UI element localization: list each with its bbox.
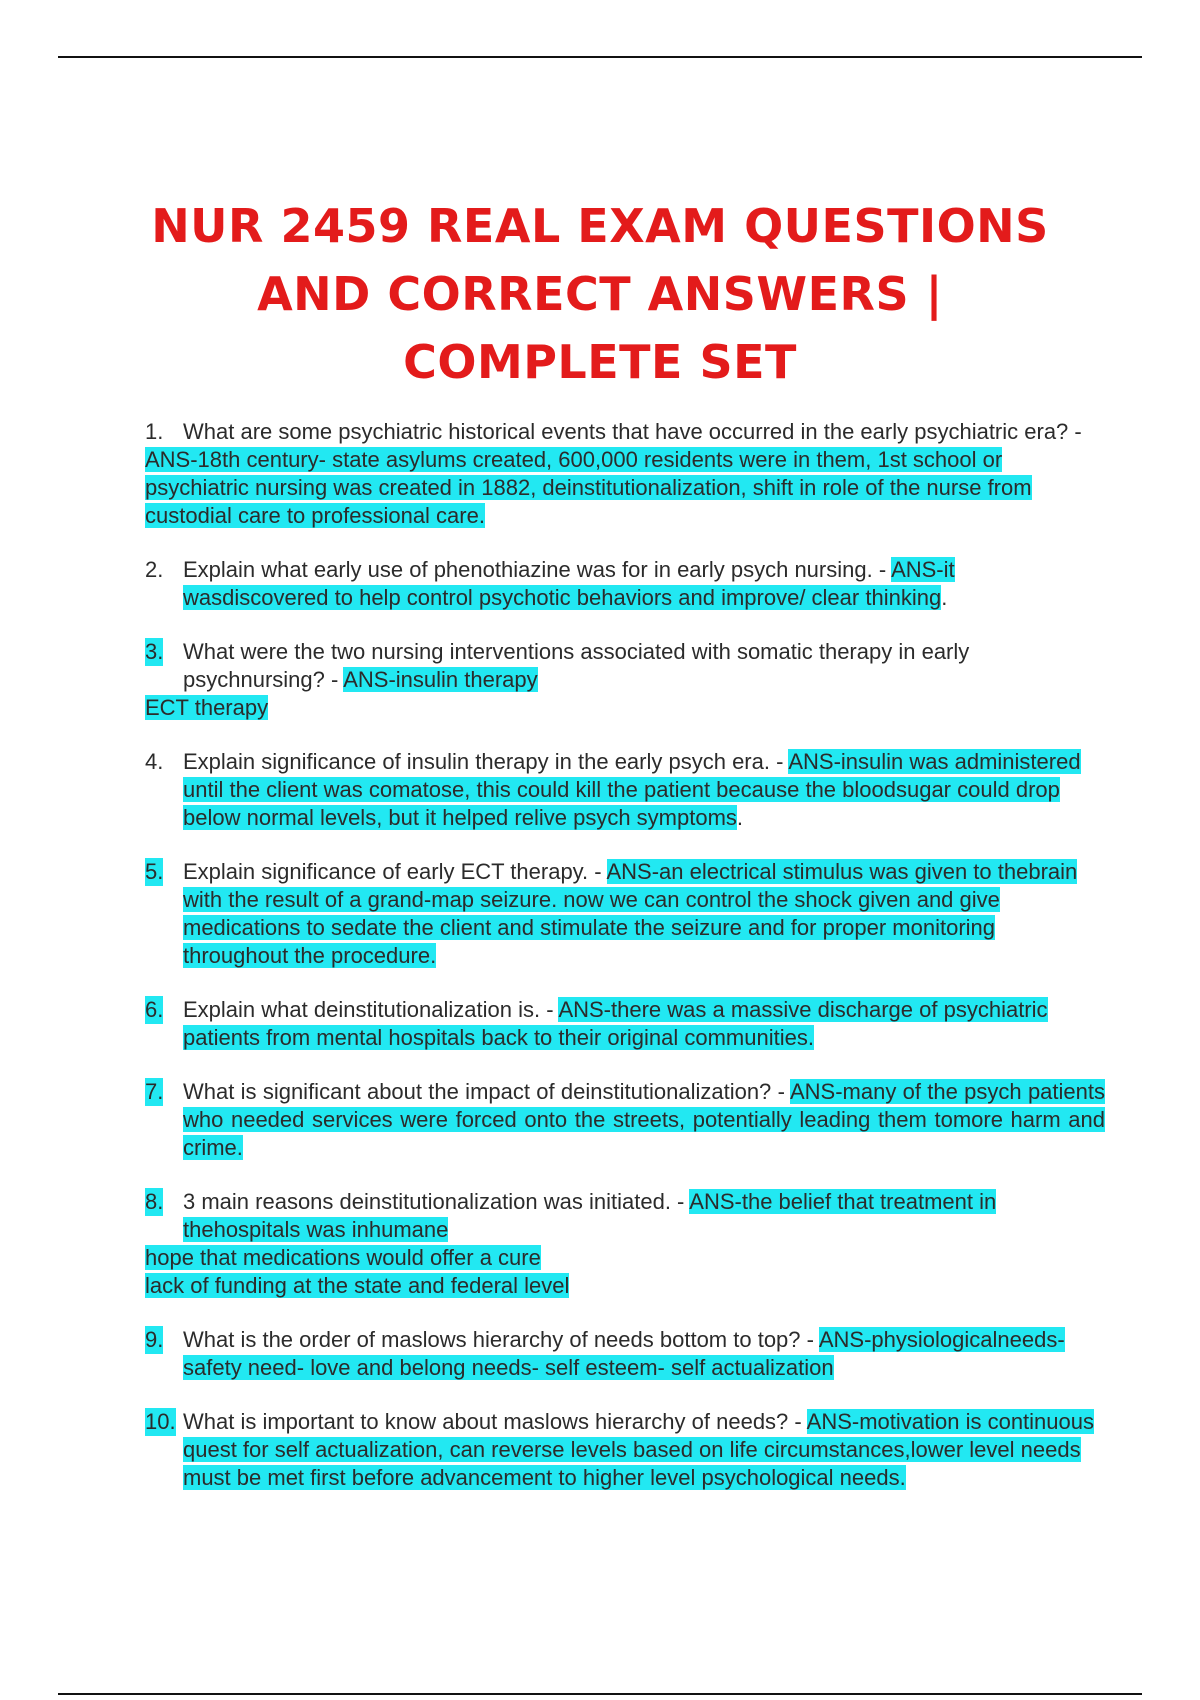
question-item-6 (145, 996, 1105, 1052)
document-title (100, 192, 1100, 396)
answer-text: ANS-an electrical stimulus was given to thebrain with the result of a grand-map seizure. now we can control the shock given and give medications to sedate the client and stimulate the seizure and for proper monitoring throughout the procedure. (183, 859, 1078, 968)
question-number: 6. (145, 997, 164, 1022)
question-item-4: 4. Explain significance of insulin therapy in the early psych era. - ANS-insulin was administered until the client was comatose, this could kill the patient because the bloodsugar could drop below normal levels, but it helped relive psych symptoms. (145, 749, 1081, 830)
question-item-7 (145, 1078, 1105, 1162)
question-number: 5. (145, 859, 164, 884)
title-line-2: AND CORRECT ANSWERS | (257, 267, 943, 321)
question-item-9 (145, 1326, 1105, 1382)
question-text: 3 main reasons deinstitutionalization was initiated. - (183, 1189, 690, 1214)
question-number: 7. (145, 1079, 164, 1104)
question-item-1 (145, 418, 1105, 530)
question-number: 2. (145, 557, 164, 582)
answer-extra-line: ECT therapy (145, 695, 269, 720)
question-text: Explain significance of insulin therapy in the early psych era. - (183, 749, 789, 774)
question-text: What is important to know about maslows hierarchy of needs? - (183, 1409, 807, 1434)
answer-text: ANS-the belief that treatment in thehospitals was inhumane (183, 1189, 997, 1242)
question-number: 1. (145, 419, 164, 444)
bottom-rule (58, 1693, 1142, 1695)
answer-extra-line: hope that medications would offer a cure (145, 1245, 541, 1270)
question-text: Explain what early use of phenothiazine was for in early psych nursing. - (183, 557, 892, 582)
answer-text: ANS-18th century- state asylums created, 600,000 residents were in them, 1st school or psychiatric nursing was created in 1882, deinstitutionalization, shift in role of the nurse from custodial care to professional care. (145, 447, 1032, 528)
question-text: Explain significance of early ECT therapy. - (183, 859, 607, 884)
question-item-8 (145, 1188, 1105, 1300)
question-text: What were the two nursing interventions associated with somatic therapy in early psychnursing? - (183, 639, 970, 692)
question-item-10 (145, 1408, 1105, 1492)
question-text: What are some psychiatric historical events that have occurred in the early psychiatric era? - (183, 419, 1082, 444)
answer-text: ANS-insulin therapy (343, 667, 538, 692)
title-line-3: COMPLETE SET (403, 335, 797, 389)
question-number: 4. (145, 749, 164, 774)
question-item-5 (145, 858, 1105, 970)
answer-extra-line: lack of funding at the state and federal level (145, 1273, 570, 1298)
title-line-1: NUR 2459 REAL EXAM QUESTIONS (151, 199, 1049, 253)
question-list (145, 418, 1105, 1518)
top-rule (58, 56, 1142, 58)
answer-text: ANS-many of the psych patients who needed services were forced onto the streets, potentially leading them tomore harm and crime. (183, 1079, 1105, 1160)
question-text: What is significant about the impact of deinstitutionalization? - (183, 1079, 790, 1104)
question-text: What is the order of maslows hierarchy of needs bottom to top? - (183, 1327, 819, 1352)
question-number: 10. (145, 1409, 176, 1434)
answer-text: ANS-motivation is continuous quest for self actualization, can reverse levels based on life circumstances,lower level needs must be met first before advancement to higher level psychological needs. (183, 1409, 1094, 1490)
question-number: 3. (145, 639, 164, 664)
answer-text: ANS-there was a massive discharge of psychiatric patients from mental hospitals back to their original communities. (183, 997, 1048, 1050)
answer-text: ANS-physiologicalneeds-safety need- love and belong needs- self esteem- self actualization (183, 1327, 1065, 1380)
question-text: Explain what deinstitutionalization is. - (183, 997, 559, 1022)
answer-text: ANS-it wasdiscovered to help control psychotic behaviors and improve/ clear thinking (183, 557, 955, 610)
question-number: 9. (145, 1327, 164, 1352)
question-item-3 (145, 638, 1105, 722)
answer-text: ANS-insulin was administered until the client was comatose, this could kill the patient because the bloodsugar could drop below normal levels, but it helped relive psych symptoms (183, 749, 1081, 830)
question-item-2: 2. Explain what early use of phenothiazine was for in early psych nursing. - ANS-it wasdiscovered to help control psychotic behaviors and improve/ clear thinking. (145, 557, 955, 610)
question-number: 8. (145, 1189, 164, 1214)
